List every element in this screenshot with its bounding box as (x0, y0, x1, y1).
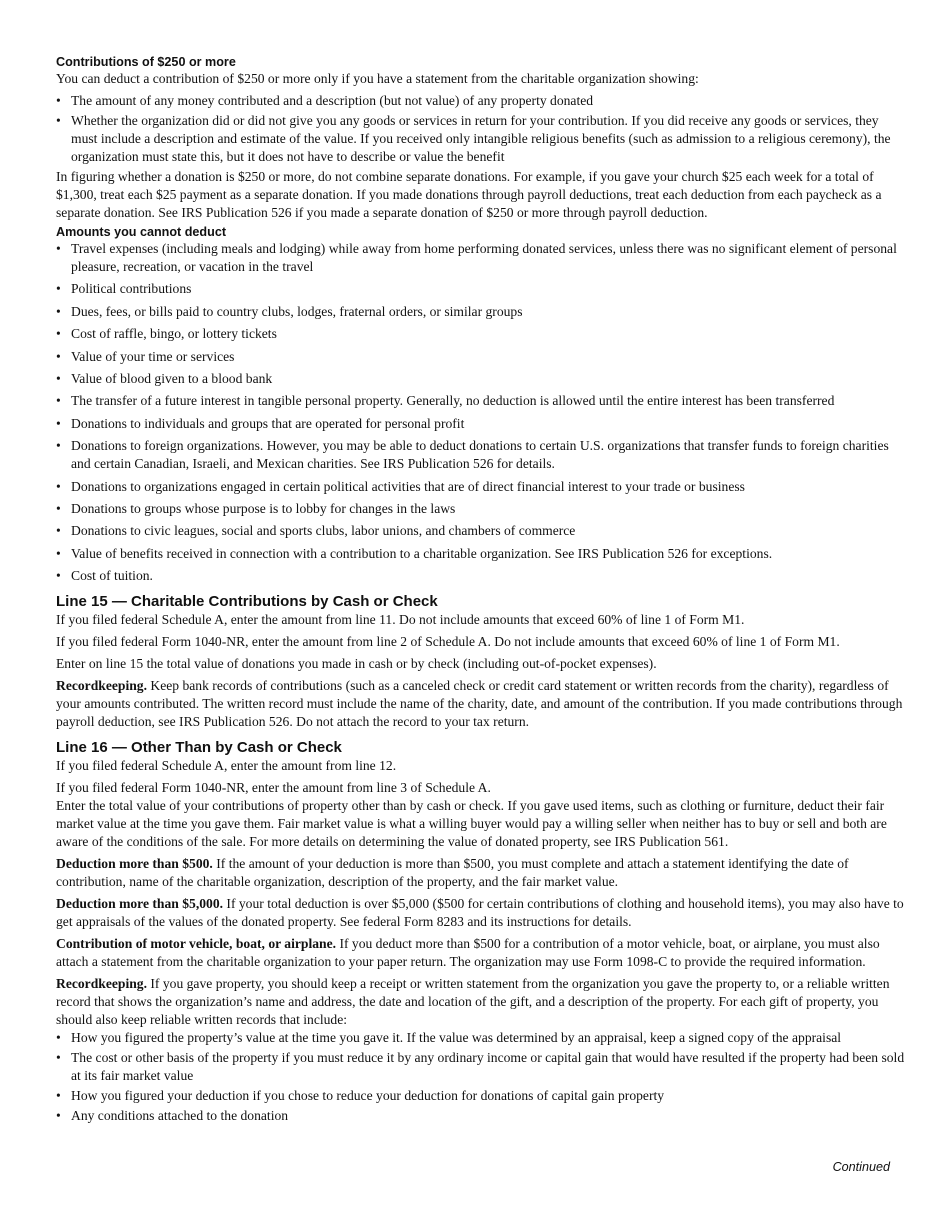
list-item: • Donations to organizations engaged in certain political activities that are of direct financial interest to your trade or business (56, 478, 908, 496)
list-item: • The transfer of a future interest in tangible personal property. Generally, no deduction is allowed until the entire interest has been transferred (56, 392, 908, 410)
list-item: • Value of your time or services (56, 348, 908, 366)
line16-deduction-500 (56, 855, 908, 891)
deduction-5000-text: If your total deduction is over $5,000 ($500 for certain contributions of clothing and household items), you may also have to get appraisals of the values of the donated property. See federal Form 8283 and its instructions for details. (56, 896, 904, 930)
contributions-250-intro: You can deduct a contribution of $250 or more only if you have a statement from the charitable organization showing: (56, 71, 699, 86)
list-item: • How you figured the property’s value at the time you gave it. If the value was determined by an appraisal, keep a signed copy of the appraisal (56, 1029, 908, 1047)
recordkeeping-text: Keep bank records of contributions (such as a canceled check or credit card statement or written records from the charity), regardless of your amounts contributed. The written record must include the name of the charity, date, and amount of the contribution. If you made contributions through payroll deduction, see IRS Publication 526. Do not attach the record to your tax return. (56, 678, 903, 730)
list-item: • The amount of any money contributed and a description (but not value) of any property donated (56, 92, 908, 110)
line16-property-value: Enter the total value of your contributions of property other than by cash or check. If you gave used items, such as clothing or furniture, deduct their fair market value at the time you gave them. Fair market value is what a willing buyer would pay a willing seller when neither has to buy or sell and both are aware of the conditions of the sale. For more details on determining the value of donated property, see IRS Publication 561. (56, 798, 887, 850)
line16-form-1040nr: If you filed federal Form 1040-NR, enter the amount from line 3 of Schedule A. (56, 780, 491, 796)
list-item: • Donations to foreign organizations. However, you may be able to deduct donations to certain U.S. organizations that transfer funds to foreign charities and certain Canadian, Israeli, and Mexican charities. See IRS Publication 526 for details. (56, 437, 908, 473)
list-item: • Donations to individuals and groups that are operated for personal profit (56, 415, 908, 433)
line16-recordkeeping (56, 975, 908, 1029)
deduction-500-lead: Deduction more than $500. (56, 856, 213, 872)
list-item: • Political contributions (56, 280, 908, 298)
contributions-250-note: In figuring whether a donation is $250 or more, do not combine separate donations. For example, if you gave your church $25 each week for a total of $1,300, treat each $25 payment as a separate donation. If you made donations through payroll deductions, treat each deduction from each paycheck as a separate donation. See IRS Publication 526 if you made a separate donation of $250 or more through payroll deduction. (56, 169, 882, 220)
list-item: • Cost of tuition. (56, 567, 908, 585)
recordkeeping-text: If you gave property, you should keep a receipt or written statement from the organization you gave the property to, or a reliable written record that shows the organization’s name and address, the date and location of the gift, and a description of the property. For each gift of property, you should also keep reliable written records that include: (56, 976, 890, 1028)
heading-line-15: Line 15 — Charitable Contributions by Cash or Check (56, 593, 438, 611)
line16-motor-vehicle (56, 935, 908, 971)
heading-contributions-250: Contributions of $250 or more (56, 55, 236, 69)
continued-label: Continued (832, 1160, 890, 1174)
list-item: • Dues, fees, or bills paid to country clubs, lodges, fraternal orders, or similar groups (56, 303, 908, 321)
motor-vehicle-lead: Contribution of motor vehicle, boat, or airplane. (56, 936, 337, 952)
list-item: • The cost or other basis of the property if you must reduce it by any ordinary income or capital gain that would have resulted if the property had been sold at its fair market value (56, 1049, 908, 1085)
line15-recordkeeping (56, 677, 908, 731)
recordkeeping-lead: Recordkeeping. (56, 678, 147, 694)
line15-total-value: Enter on line 15 the total value of donations you made in cash or by check (including out-of-pocket expenses). (56, 656, 657, 672)
list-item: • Donations to groups whose purpose is to lobby for changes in the laws (56, 500, 908, 518)
document-page (56, 52, 908, 1127)
line16-records-list (56, 1029, 908, 1125)
line16-deduction-5000 (56, 895, 908, 931)
cannot-deduct-list (56, 240, 908, 585)
recordkeeping-lead: Recordkeeping. (56, 976, 147, 992)
list-item: • Any conditions attached to the donation (56, 1107, 908, 1125)
list-item: • Whether the organization did or did not give you any goods or services in return for your contribution. If you did receive any goods or services, they must include a description and estimate of the value. If you received only intangible religious benefits (such as admission to a religious ceremony), the organization must state this, but it does not have to describe or value the benefit (56, 112, 908, 166)
list-item: • Travel expenses (including meals and lodging) while away from home performing donated services, unless there was no significant element of personal pleasure, recreation, or vacation in the travel (56, 240, 908, 276)
list-item: • Value of benefits received in connection with a contribution to a charitable organization. See IRS Publication 526 for exceptions. (56, 545, 908, 563)
deduction-5000-lead: Deduction more than $5,000. (56, 896, 224, 912)
list-item: • Donations to civic leagues, social and sports clubs, labor unions, and chambers of commerce (56, 522, 908, 540)
line15-schedule-a: If you filed federal Schedule A, enter the amount from line 11. Do not include amounts that exceed 60% of line 1 of Form M1. (56, 612, 745, 628)
motor-vehicle-text: If you deduct more than $500 for a contribution of a motor vehicle, boat, or airplane, you must also attach a statement from the charitable organization to your paper return. The organization may use Form 1098-C to provide the required information. (56, 936, 880, 970)
heading-cannot-deduct: Amounts you cannot deduct (56, 225, 227, 239)
heading-line-16: Line 16 — Other Than by Cash or Check (56, 739, 342, 757)
list-item: • Cost of raffle, bingo, or lottery tickets (56, 325, 908, 343)
contributions-250-list (56, 92, 908, 166)
line15-form-1040nr: If you filed federal Form 1040-NR, enter the amount from line 2 of Schedule A. Do not include amounts that exceed 60% of line 1 of Form M1. (56, 634, 840, 650)
list-item: • Value of blood given to a blood bank (56, 370, 908, 388)
deduction-500-text: If the amount of your deduction is more than $500, you must complete and attach a statement identifying the date of contribution, name of the charitable organization, description of the property, and the fair market value. (56, 856, 849, 890)
line16-schedule-a: If you filed federal Schedule A, enter the amount from line 12. (56, 758, 397, 774)
list-item: • How you figured your deduction if you chose to reduce your deduction for donations of capital gain property (56, 1087, 908, 1105)
